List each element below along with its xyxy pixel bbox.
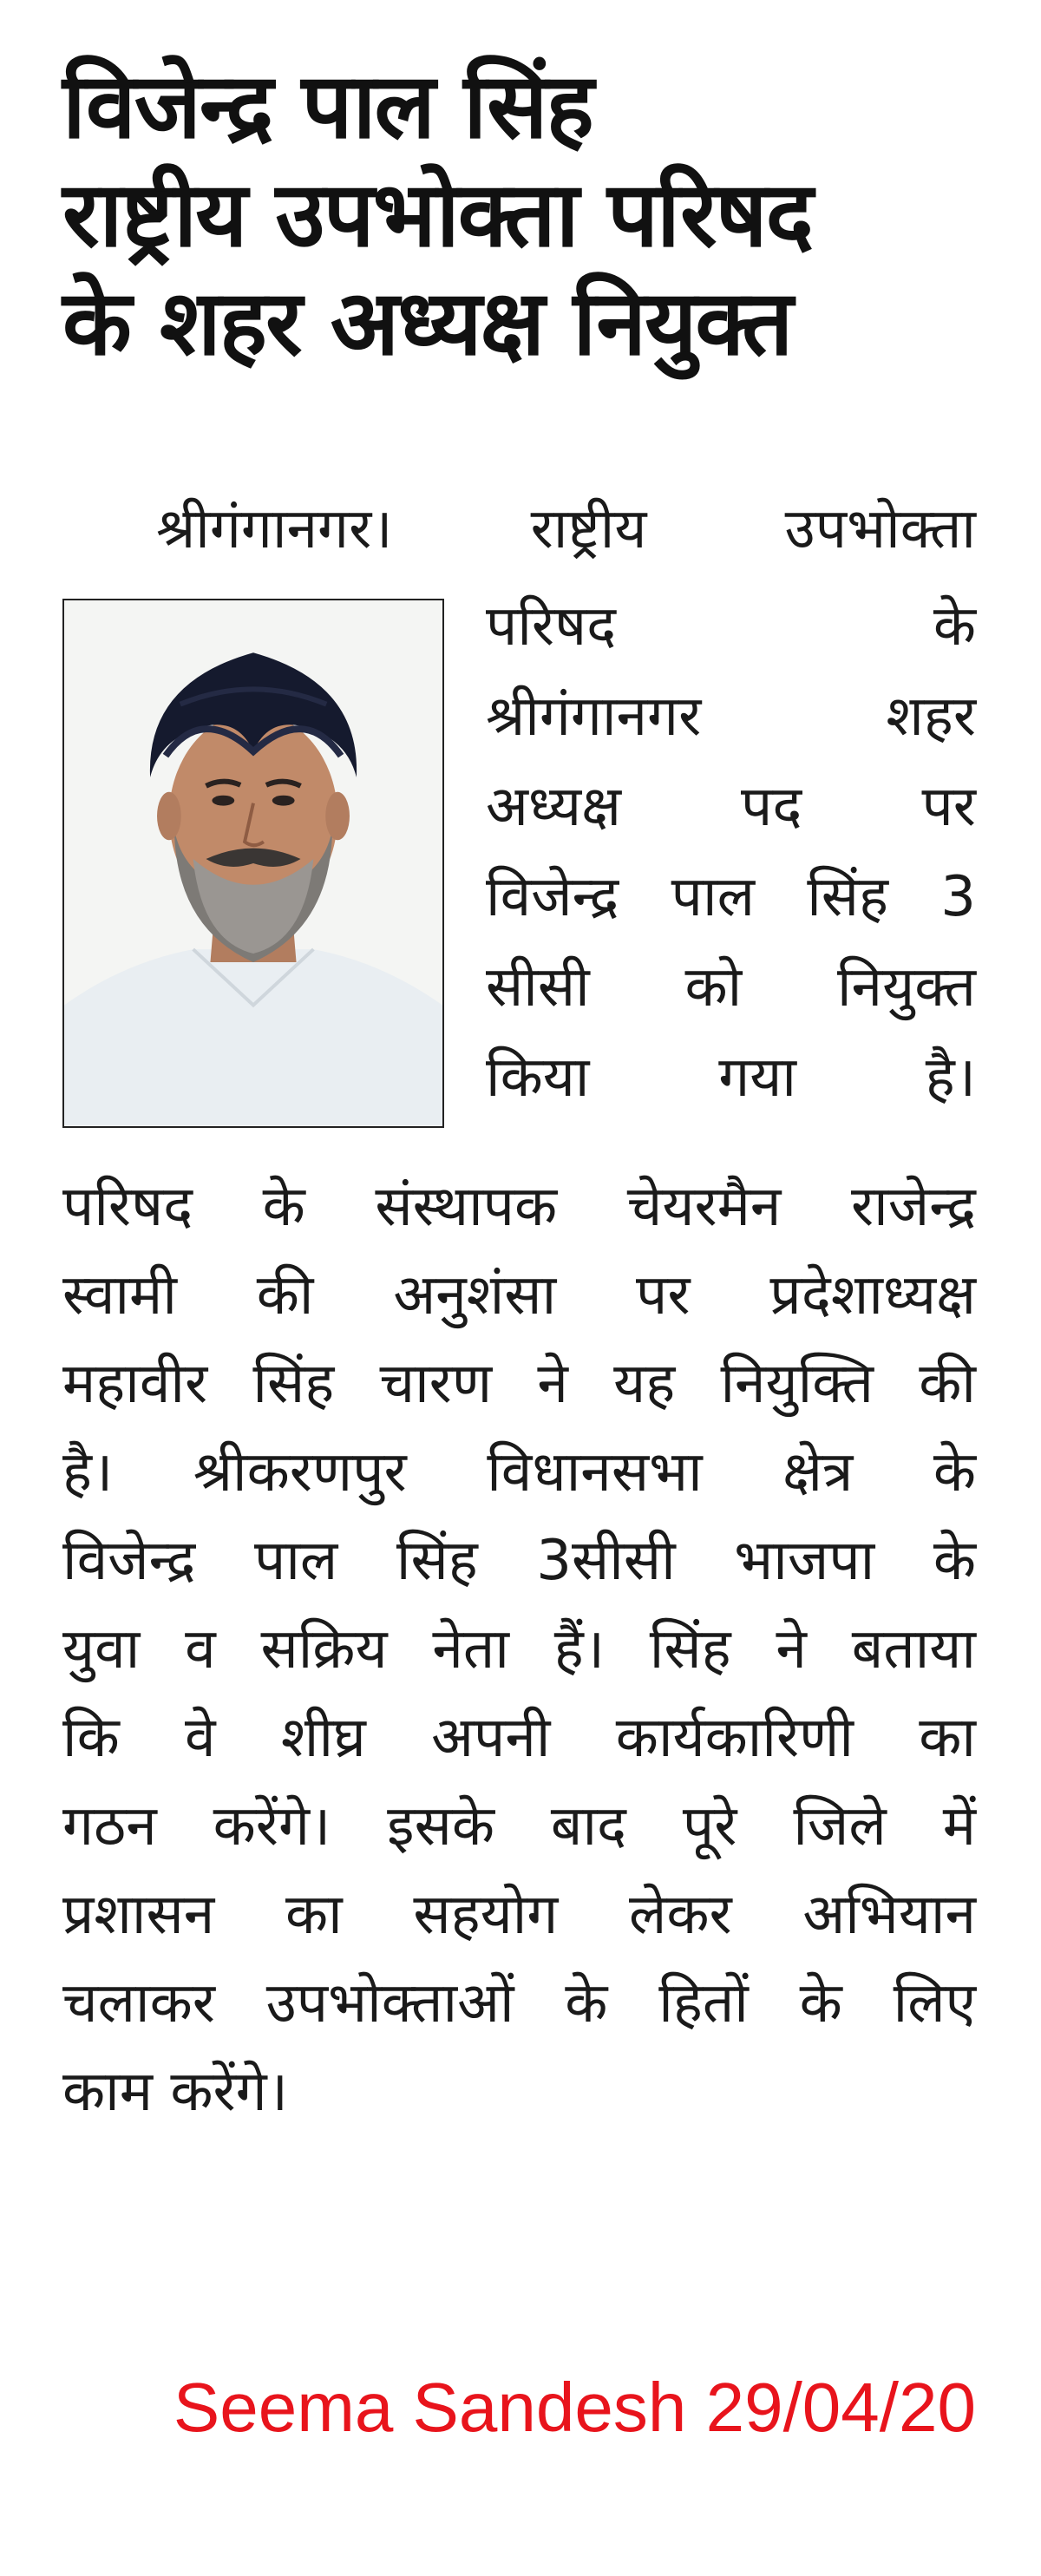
wrapped-line-4: विजेन्द्र पाल सिंह 3 [486,865,976,929]
body-line-9: प्रशासन का सहयोग लेकर अभियान [62,1883,976,1947]
dateline-line: श्रीगंगानगर। राष्ट्रीय उपभोक्ता [156,497,976,561]
body-line-11: काम करेंगे। [62,2060,288,2124]
wrapped-line-2: श्रीगंगानगर शहर [486,685,976,749]
body-line-4: है। श्रीकरणपुर विधानसभा क्षेत्र के [62,1440,976,1504]
headline-line-2: राष्ट्रीय उपभोक्ता परिषद [62,161,812,267]
body-line-2: स्वामी की अनुशंसा पर प्रदेशाध्यक्ष [62,1263,976,1327]
body-paragraph [62,1163,976,2136]
headline-line-3: के शहर अध्यक्ष नियुक्त [62,270,792,376]
wrapped-line-6: किया गया है। [486,1045,976,1110]
body-line-7: कि वे शीघ्र अपनी कार्यकारिणी का [62,1706,976,1770]
body-line-1: परिषद के संस्थापक चेयरमैन राजेन्द्र [62,1175,976,1239]
wrapped-line-3: अध्यक्ष पद पर [486,775,976,839]
body-line-5: विजेन्द्र पाल सिंह 3सीसी भाजपा के [62,1529,976,1593]
headline-line-1: विजेन्द्र पाल सिंह [62,53,593,159]
wrapped-line-5: सीसी को नियुक्त [486,955,976,1019]
wrapped-paragraph [486,581,976,1123]
portrait-photo [62,599,444,1128]
body-line-3: महावीर सिंह चारण ने यह नियुक्ति की [62,1352,976,1416]
body-line-6: युवा व सक्रिय नेता हैं। सिंह ने बताया [62,1617,976,1681]
portrait-icon [64,600,442,1126]
headline [62,52,999,377]
wrapped-line-1: परिषद के [486,594,976,659]
body-line-8: गठन करेंगे। इसके बाद पूरे जिले में [62,1794,976,1858]
body-line-10: चलाकर उपभोक्ताओं के हितों के लिए [62,1971,976,2035]
source-credit: Seema Sandesh 29/04/20 [173,2369,976,2446]
